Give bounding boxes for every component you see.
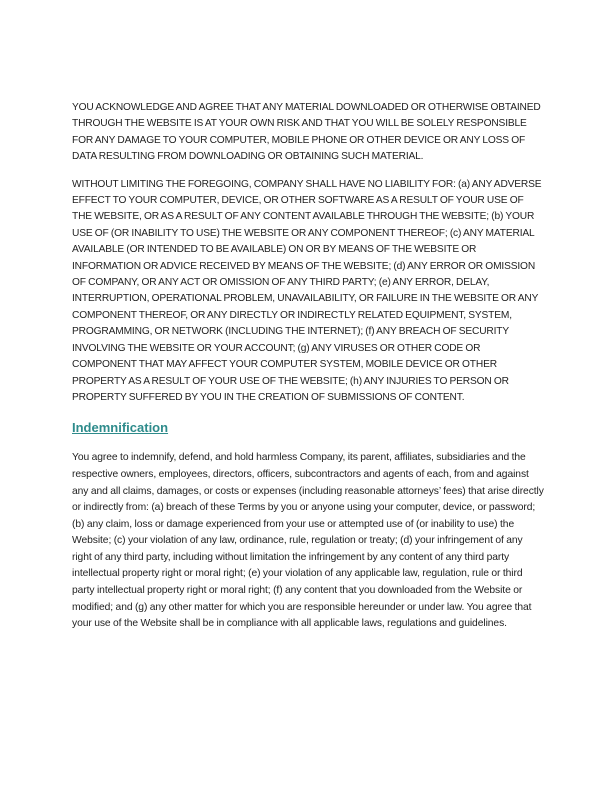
disclaimer-paragraph-downloads: YOU ACKNOWLEDGE AND AGREE THAT ANY MATERIAL DOWNLOADED OR OTHERWISE OBTAINED THROUGH THE WEBSITE IS AT YOUR OWN RISK AND THAT YOU WILL BE SOLELY RESPONSIBLE FOR ANY DAMAGE TO YOUR COMPUTER, MOBILE PHONE OR OTHER DEVICE OR ANY LOSS OF DATA RESULTING FROM DOWNLOADING OR OBTAINING SUCH MATERIAL.: [72, 102, 541, 163]
section-heading-indemnification: Indemnification: [72, 420, 169, 436]
document-content: [72, 100, 544, 644]
indemnification-paragraph: You agree to indemnify, defend, and hold harmless Company, its parent, affiliates, subsidiaries and the respective owners, employees, directors, officers, subcontractors and agents of each, from and against any and all claims, damages, or costs or expenses (including reasonable attorneys’ fees) that arise directly or indirectly from: (a) breach of these Terms by you or anyone using your computer, device, or password; (b) any claim, loss or damage experienced from your use or attempted use of (or inability to use) the Website; (c) your violation of any law, ordinance, rule, regulation or treaty; (d) your infringement of any right of any third party, including without limitation the infringement by any content of any third party intellectual property right or moral right; (e) your violation of any applicable law, regulation, rule or third party intellectual property right or moral right; (f) any content that you downloaded from the Website or modified; and (g) any other matter for which you are responsible hereunder or under law. You agree that your use of the Website shall be in compliance with all applicable laws, regulations and guidelines.: [72, 452, 544, 630]
disclaimer-paragraph-liability: WITHOUT LIMITING THE FOREGOING, COMPANY SHALL HAVE NO LIABILITY FOR: (a) ANY ADVERSE EFFECT TO YOUR COMPUTER, DEVICE, OR OTHER SOFTWARE AS A RESULT OF YOUR USE OF THE WEBSITE, OR AS A RESULT OF ANY CONTENT AVAILABLE THROUGH THE WEBSITE; (b) YOUR USE OF (OR INABILITY TO USE) THE WEBSITE OR ANY COMPONENT THEREOF; (c) ANY MATERIAL AVAILABLE (OR INTENDED TO BE AVAILABLE) ON OR BY MEANS OF THE WEBSITE OR INFORMATION OR ADVICE RECEIVED BY MEANS OF THE WEBSITE; (d) ANY ERROR OR OMISSION OF COMPANY, OR ANY ACT OR OMISSION OF ANY THIRD PARTY; (e) ANY ERROR, DELAY, INTERRUPTION, OPERATIONAL PROBLEM, UNAVAILABILITY, OR FAILURE IN THE WEBSITE OR ANY COMPONENT THEREOF, OR ANY DIRECTLY OR INDIRECTLY RELATED EQUIPMENT, SYSTEM, PROGRAMMING, OR NETWORK (INCLUDING THE INTERNET); (f) ANY BREACH OF SECURITY INVOLVING THE WEBSITE OR YOUR ACCOUNT; (g) ANY VIRUSES OR OTHER CODE OR COMPONENT THAT MAY AFFECT YOUR COMPUTER SYSTEM, MOBILE DEVICE OR OTHER PROPERTY AS A RESULT OF YOUR USE OF THE WEBSITE; (h) ANY INJURIES TO PERSON OR PROPERTY SUFFERED BY YOU IN THE CREATION OF SUBMISSIONS OF CONTENT.: [72, 178, 542, 403]
